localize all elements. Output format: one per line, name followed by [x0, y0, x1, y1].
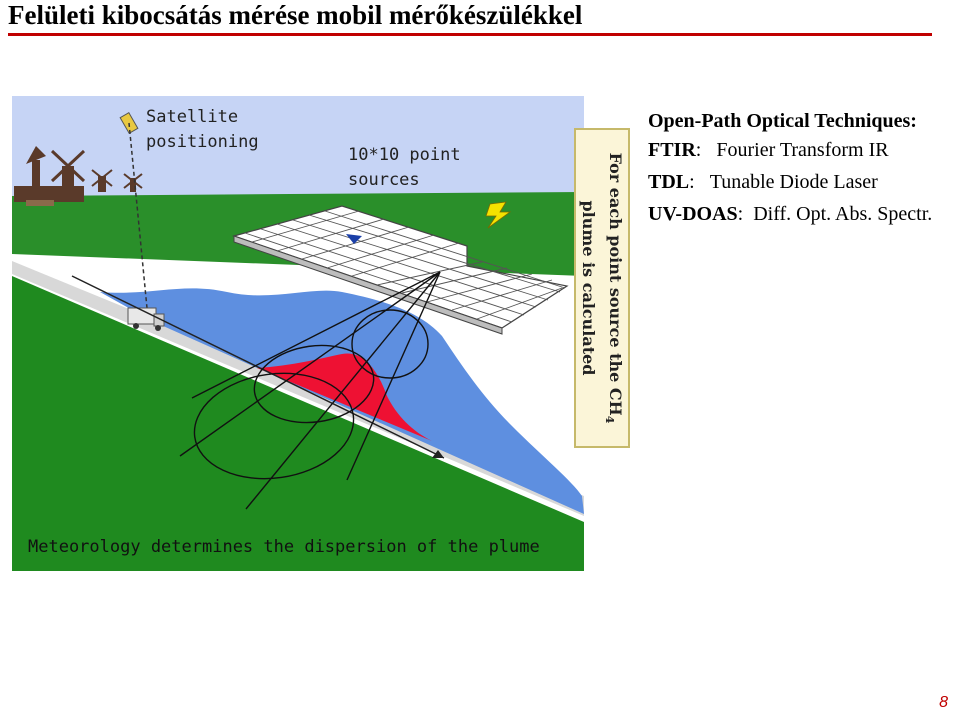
- vertical-line-2: plume is calculated: [578, 200, 598, 376]
- technique-sep: :: [695, 139, 702, 161]
- technique-sep: :: [689, 171, 695, 193]
- techniques-heading: Open-Path Optical Techniques:: [648, 110, 917, 132]
- title-underline: [8, 33, 932, 36]
- technique-desc: Fourier Transform IR: [716, 139, 889, 161]
- technique-abbr: TDL: [648, 171, 690, 193]
- technique-item: [648, 203, 960, 235]
- measurement-illustration: [12, 96, 584, 571]
- satellite-label: Satellite: [146, 107, 239, 127]
- page-number: 8: [939, 694, 948, 711]
- technique-item: [648, 139, 960, 171]
- grid-label: 10*10 point: [348, 145, 461, 165]
- technique-abbr: FTIR: [648, 139, 696, 161]
- vertical-line-1: For each point source the CH: [606, 152, 626, 416]
- technique-item: [648, 171, 960, 203]
- technique-sep: :: [737, 203, 744, 225]
- technique-desc: Tunable Diode Laser: [709, 171, 878, 193]
- techniques-list: [648, 110, 960, 235]
- figure-caption: Meteorology determines the dispersion of the plume: [28, 537, 540, 557]
- technique-abbr: UV-DOAS: [648, 203, 738, 225]
- technique-desc: Diff. Opt. Abs. Spectr.: [753, 203, 933, 225]
- vertical-callout: [574, 128, 630, 448]
- ch4-subscript: 4: [602, 415, 616, 424]
- slide-title: Felületi kibocsátás mérése mobil mérőkészülékkel: [8, 0, 583, 30]
- sky-area: [12, 96, 584, 206]
- vertical-callout-text: [578, 153, 626, 424]
- satellite-label-2: positioning: [146, 132, 259, 152]
- grid-label-2: sources: [348, 170, 420, 190]
